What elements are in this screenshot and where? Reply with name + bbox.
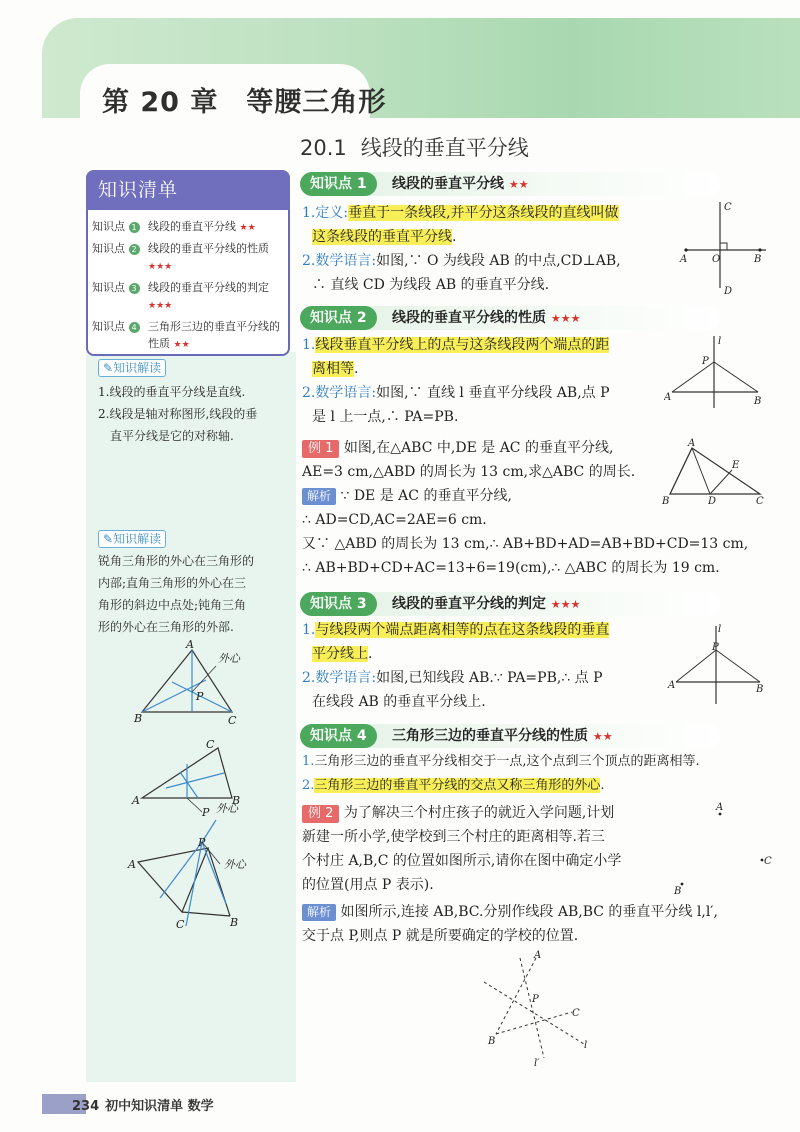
example-text: 个村庄 A,B,C 的位置如图所示,请你在图中确定小学 — [302, 853, 622, 869]
item-num: 1. — [302, 754, 315, 769]
list-item-key: 知识点 — [92, 281, 125, 294]
note-line: 内部;直角三角形的外心在三 — [98, 576, 247, 590]
label-B: B — [134, 712, 143, 725]
label-C: C — [764, 856, 772, 867]
circumcenter-figures — [120, 636, 290, 936]
label-l: l — [718, 624, 722, 635]
label-C: C — [724, 202, 732, 213]
star-icon: ★★ — [239, 223, 256, 233]
example-2-figure — [670, 800, 780, 900]
label-E: E — [732, 460, 740, 471]
note-line: 直平分线是它的对称轴. — [110, 429, 234, 443]
label-A: A — [534, 950, 542, 961]
item-key: 数学语言: — [315, 670, 377, 686]
star-icon: ★★★ — [148, 301, 173, 311]
note-line: 角形的斜边中点处;钝角三角 — [98, 598, 247, 612]
analysis-badge: 解析 — [302, 488, 336, 505]
book-title: 初中知识清单 数学 — [105, 1099, 214, 1114]
label-D: D — [708, 496, 717, 506]
list-item — [92, 240, 284, 276]
item-num: 2. — [302, 385, 316, 401]
knowledge-tip-tag-1 — [98, 357, 166, 377]
criterion-text: 平分线上 — [312, 646, 368, 662]
label-circumcenter: 外心 — [224, 858, 246, 871]
star-icon: ★★★ — [550, 312, 581, 325]
page-number: 234 — [72, 1099, 100, 1114]
number-circle: 1 — [129, 222, 140, 233]
list-item-text: 线段的垂直平分线的性质 — [148, 242, 269, 255]
label-B: B — [754, 396, 762, 407]
list-item-text: 三角形三边的垂直平分线的性质 — [148, 320, 280, 350]
analysis-badge: 解析 — [302, 904, 336, 921]
analysis-text: 又∵ △ABD 的周长为 13 cm,∴ AB+BD+AD=AB+BD+CD=13 cm, — [302, 536, 749, 552]
item-num: 1. — [302, 337, 316, 353]
label-D: D — [724, 286, 733, 296]
label-l-prime: l′ — [534, 1058, 540, 1068]
item-num: 2. — [302, 670, 316, 686]
label-B: B — [488, 1036, 496, 1047]
kp1-body: 1.定义:垂直于一条线段,并平分这条线段的直线叫做 这条线段的垂直平分线. 2.数学语言:如图,∵ O 为线段 AB 的中点,CD⊥AB, ∴ 直线 CD 为线段 AB 的垂直平分线. — [302, 201, 662, 297]
list-item — [92, 279, 284, 315]
label-B: B — [674, 886, 682, 897]
label-C: C — [206, 738, 215, 751]
example-text: 如图,在△ABC 中,DE 是 AC 的垂直平分线, — [343, 440, 614, 456]
star-icon: ★★★ — [148, 262, 173, 272]
label-C: C — [176, 918, 185, 931]
math-text: 如图,已知线段 AB.∵ PA=PB,∴ 点 P — [376, 670, 603, 686]
page-footer — [72, 1095, 214, 1114]
list-item-key: 知识点 — [92, 320, 125, 333]
analysis-2 — [302, 900, 782, 948]
label-P: P — [532, 994, 539, 1005]
bulb-icon: ✎ — [103, 361, 114, 375]
number-circle: 4 — [129, 322, 140, 333]
knowledge-list-title: 知识清单 — [86, 170, 290, 210]
star-icon: ★★★ — [550, 598, 581, 611]
example-text: 为了解决三个村庄孩子的就近入学问题,计划 — [343, 805, 615, 821]
example-text: AE=3 cm,△ABD 的周长为 13 cm,求△ABC 的周长. — [302, 464, 636, 480]
definition-text: 垂直于一条线段,并平分这条线段的直线叫做 — [348, 205, 619, 221]
label-l: l — [718, 336, 722, 347]
number-circle: 2 — [129, 244, 140, 255]
kp2-header — [300, 306, 720, 330]
math-text: ∴ 直线 CD 为线段 AB 的垂直平分线. — [312, 277, 550, 293]
analysis-text: 交于点 P,则点 P 就是所要确定的学校的位置. — [302, 928, 579, 944]
tag-label: 知识解读 — [113, 532, 162, 546]
label-circumcenter: 外心 — [216, 802, 238, 815]
section-number: 20.1 — [300, 136, 347, 160]
math-text: 如图,∵ O 为线段 AB 的中点,CD⊥AB, — [376, 253, 621, 269]
math-text: 在线段 AB 的垂直平分线上. — [312, 694, 486, 710]
kp1-title: 线段的垂直平分线 — [392, 176, 504, 192]
list-item-text: 线段的垂直平分线的判定 — [148, 281, 269, 294]
kp3-badge: 知识点 3 — [300, 592, 377, 616]
label-A: A — [668, 680, 676, 691]
analysis-text: ∴ AD=CD,AC=2AE=6 cm. — [302, 512, 487, 528]
label-A: A — [716, 802, 724, 813]
knowledge-tip-2 — [98, 550, 288, 638]
kp1-badge: 知识点 1 — [300, 172, 377, 196]
kp1-figure — [676, 196, 776, 296]
item-key: 定义: — [315, 205, 349, 221]
kp4-body: 1.三角形三边的垂直平分线相交于一点,这个点到三个顶点的距离相等. 2.三角形三边的垂直平分线的交点又称三角形的外心. — [302, 754, 700, 793]
tag-label: 知识解读 — [113, 361, 162, 375]
example-text: 的位置(用点 P 表示). — [302, 877, 434, 893]
chapter-number: 第 20 章 — [102, 87, 219, 118]
note-line: 形的外心在三角形的外部. — [98, 620, 234, 634]
label-A: A — [186, 638, 194, 651]
math-text: 是 l 上一点,∴ PA=PB. — [312, 409, 459, 425]
property-text: 离相等 — [312, 361, 354, 377]
section-title — [300, 132, 529, 162]
math-text: 如图,∵ 直线 l 垂直平分线段 AB,点 P — [376, 385, 610, 401]
label-P: P — [712, 642, 719, 653]
label-P: P — [198, 836, 206, 849]
analysis-text: ∴ AB+BD+CD+AC=13+6=19(cm),∴ △ABC 的周长为 19 cm. — [302, 560, 720, 576]
kp4-title: 三角形三边的垂直平分线的性质 — [392, 728, 588, 744]
label-A: A — [132, 794, 140, 807]
label-P: P — [702, 356, 709, 367]
example-badge: 例 2 — [302, 805, 339, 823]
example-2 — [302, 801, 682, 897]
kp2-figure — [664, 332, 774, 412]
knowledge-tip-1 — [98, 381, 288, 447]
kp3-figure — [666, 620, 776, 710]
analysis-2-figure — [480, 948, 610, 1068]
definition-text: 这条线段的垂直平分线 — [312, 229, 452, 245]
chapter-name: 等腰三角形 — [246, 87, 387, 118]
label-B: B — [754, 254, 762, 265]
label-O: O — [712, 254, 721, 265]
kp3-header — [300, 592, 720, 616]
criterion-text: 与线段两个端点距离相等的点在这条线段的垂直 — [315, 622, 610, 638]
label-A: A — [680, 254, 688, 265]
item-key: 数学语言: — [315, 385, 377, 401]
item-key: 数学语言: — [315, 253, 377, 269]
kp2-body: 1.线段垂直平分线上的点与这条线段两个端点的距 离相等. 2.数学语言:如图,∵ 直线 l 垂直平分线段 AB,点 P 是 l 上一点,∴ PA=PB. — [302, 333, 662, 429]
list-item-text: 线段的垂直平分线 — [148, 220, 236, 233]
number-circle: 3 — [129, 283, 140, 294]
bulb-icon: ✎ — [103, 532, 114, 546]
star-icon: ★★ — [592, 730, 613, 743]
section-name: 线段的垂直平分线 — [360, 136, 529, 160]
knowledge-list — [92, 218, 284, 357]
list-item-key: 知识点 — [92, 242, 125, 255]
property-text: 线段垂直平分线上的点与这条线段两个端点的距 — [315, 337, 610, 353]
label-P: P — [202, 806, 210, 819]
list-item — [92, 218, 284, 237]
label-C: C — [572, 1008, 580, 1019]
label-C: C — [228, 714, 237, 727]
label-circumcenter: 外心 — [218, 652, 240, 665]
kp1-header — [300, 172, 720, 196]
kp2-title: 线段的垂直平分线的性质 — [392, 310, 546, 326]
kp3-body: 1.与线段两个端点距离相等的点在这条线段的垂直 平分线上. 2.数学语言:如图,已知线段 AB.∵ PA=PB,∴ 点 P 在线段 AB 的垂直平分线上. — [302, 618, 664, 714]
item-num: 1. — [302, 205, 316, 221]
label-B: B — [662, 496, 670, 506]
item-num: 1. — [302, 622, 316, 638]
label-l: l — [584, 1040, 588, 1051]
note-line: 锐角三角形的外心在三角形的 — [98, 554, 255, 568]
label-A: A — [688, 438, 696, 449]
kp4-header — [300, 724, 720, 748]
label-C: C — [756, 496, 764, 506]
note-line: 2.线段是轴对称图形,线段的垂 — [98, 407, 258, 421]
item-num: 2. — [302, 778, 315, 793]
label-A: A — [664, 392, 672, 403]
label-P: P — [196, 690, 204, 703]
label-A: A — [128, 858, 136, 871]
label-B: B — [230, 916, 239, 929]
item-num: 2. — [302, 253, 316, 269]
list-item — [92, 318, 284, 354]
chapter-title — [102, 80, 386, 119]
analysis-text: 如图所示,连接 AB,BC.分别作线段 AB,BC 的垂直平分线 l,l′, — [340, 904, 718, 920]
kp4-badge: 知识点 4 — [300, 724, 377, 748]
note-line: 1.线段的垂直平分线是直线. — [98, 385, 246, 399]
example-badge: 例 1 — [302, 440, 339, 458]
knowledge-tip-tag-2 — [98, 528, 166, 548]
property-text: 三角形三边的垂直平分线相交于一点,这个点到三个顶点的距离相等. — [314, 754, 700, 769]
label-B: B — [232, 794, 241, 807]
example-text: 新建一所小学,使学校到三个村庄的距离相等.若三 — [302, 829, 605, 845]
star-icon: ★★ — [508, 178, 529, 191]
example-1-figure — [660, 436, 772, 506]
star-icon: ★★ — [173, 340, 190, 350]
property-text: 三角形三边的垂直平分线的交点又称三角形的外心 — [314, 778, 601, 793]
kp2-badge: 知识点 2 — [300, 306, 377, 330]
label-B: B — [756, 684, 764, 695]
kp3-title: 线段的垂直平分线的判定 — [392, 596, 546, 612]
analysis-text: ∵ DE 是 AC 的垂直平分线, — [340, 488, 512, 504]
list-item-key: 知识点 — [92, 220, 125, 233]
